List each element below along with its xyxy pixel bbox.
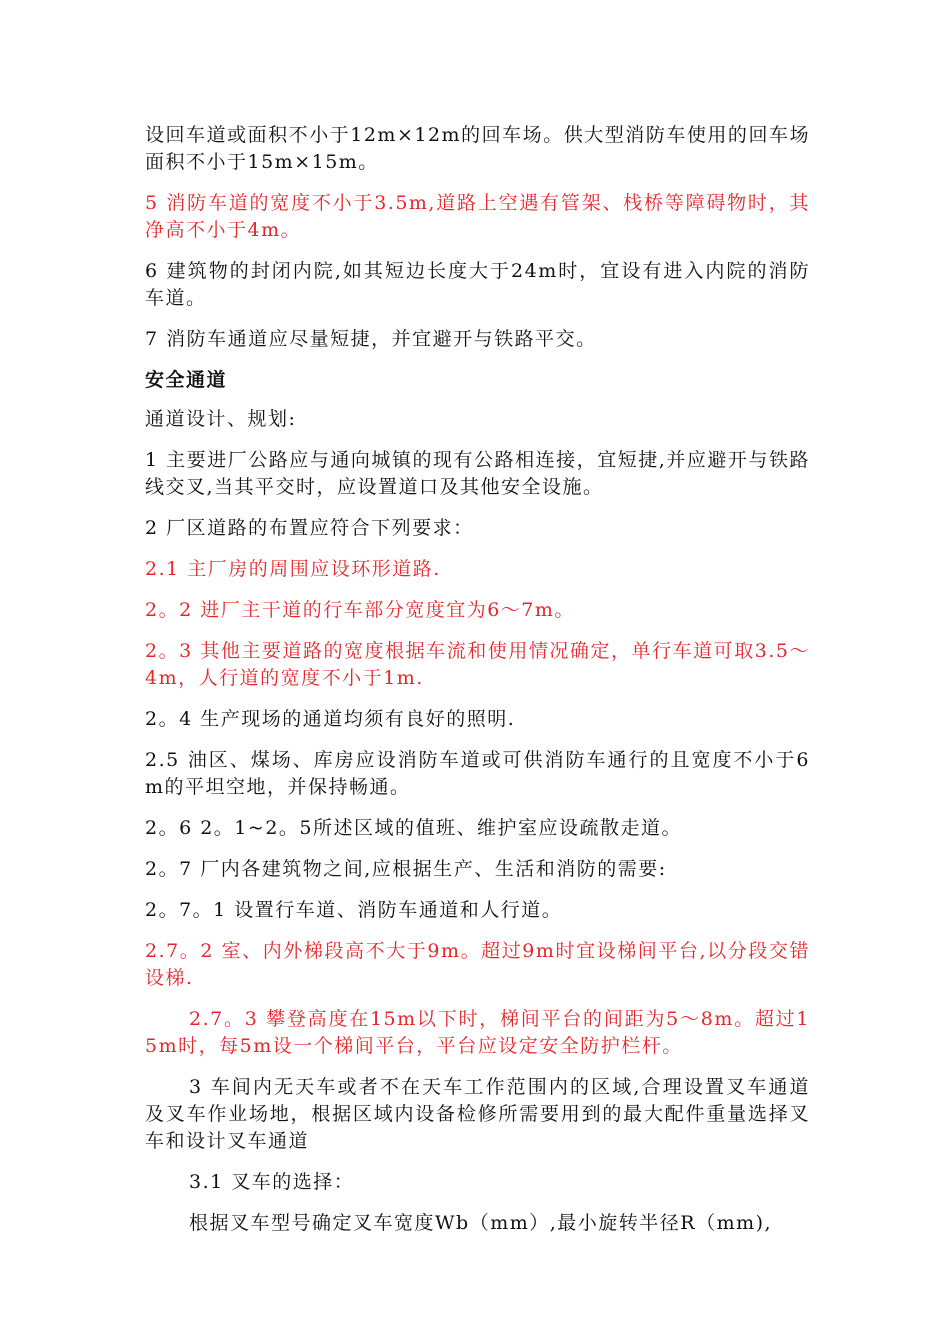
paragraph-turnaround: 设回车道或面积不小于12m×12m的回车场。供大型消防车使用的回车场面积不小于15m×15m。 [145, 124, 810, 173]
section-heading-safety-passage: 安全通道 [145, 369, 228, 391]
paragraph-evacuation: 2。6 2。1~2。5所述区域的值班、维护室应设疏散走道。 [145, 817, 682, 839]
document-body [145, 122, 810, 1251]
paragraph-fire-lane-short: 7 消防车通道应尽量短捷，并宜避开与铁路平交。 [145, 328, 597, 350]
paragraph-main-road: 1 主要进厂公路应与通向城镇的现有公路相连接，宜短捷,并应避开与铁路线交叉,当其平交时，应设置道口及其他安全设施。 [145, 449, 810, 498]
paragraph-passage-design: 通道设计、规划: [145, 408, 297, 430]
paragraph-forklift-width: 根据叉车型号确定叉车宽度Wb（mm）,最小旋转半径R（mm), [189, 1212, 773, 1234]
paragraph-plant-roads: 2 厂区道路的布置应符合下列要求： [145, 517, 474, 539]
paragraph-fire-lane-width: 5 消防车道的宽度不小于3.5m,道路上空遇有管架、栈桥等障碍物时，其净高不小于4m。 [145, 192, 810, 241]
paragraph-ring-road: 2.1 主厂房的周围应设环形道路. [145, 558, 441, 580]
paragraph-oil-coal-area: 2.5 油区、煤场、库房应设消防车道或可供消防车通行的且宽度不小于6m的平坦空地，并保持畅通。 [145, 749, 810, 798]
paragraph-forklift-passage: 3 车间内无天车或者不在天车工作范围内的区域,合理设置叉车通道及叉车作业场地，根据区域内设备检修所需要用到的最大配件重量选择叉车和设计叉车通道 [145, 1076, 810, 1152]
paragraph-other-road-width: 2。3 其他主要道路的宽度根据车流和使用情况确定，单行车道可取3.5～4m，人行道的宽度不小于1m. [145, 640, 810, 689]
paragraph-inner-courtyard: 6 建筑物的封闭内院,如其短边长度大于24m时，宜设有进入内院的消防车道。 [145, 260, 810, 309]
paragraph-building-spacing: 2。7 厂内各建筑物之间,应根据生产、生活和消防的需要: [145, 858, 667, 880]
paragraph-forklift-selection: 3.1 叉车的选择： [189, 1171, 355, 1193]
paragraph-stair-height: 2.7。2 室、内外梯段高不大于9m。超过9m时宜设梯间平台,以分段交错设梯. [145, 940, 810, 989]
paragraph-lanes: 2。7。1 设置行车道、消防车通道和人行道。 [145, 899, 563, 921]
paragraph-trunk-road-width: 2。2 进厂主干道的行车部分宽度宜为6～7m。 [145, 599, 575, 621]
paragraph-stair-platform: 2.7。3 攀登高度在15m以下时，梯间平台的间距为5～8m。超过15m时，每5m设一个梯间平台，平台应设定安全防护栏杆。 [145, 1008, 810, 1057]
paragraph-lighting: 2。4 生产现场的通道均须有良好的照明. [145, 708, 516, 730]
